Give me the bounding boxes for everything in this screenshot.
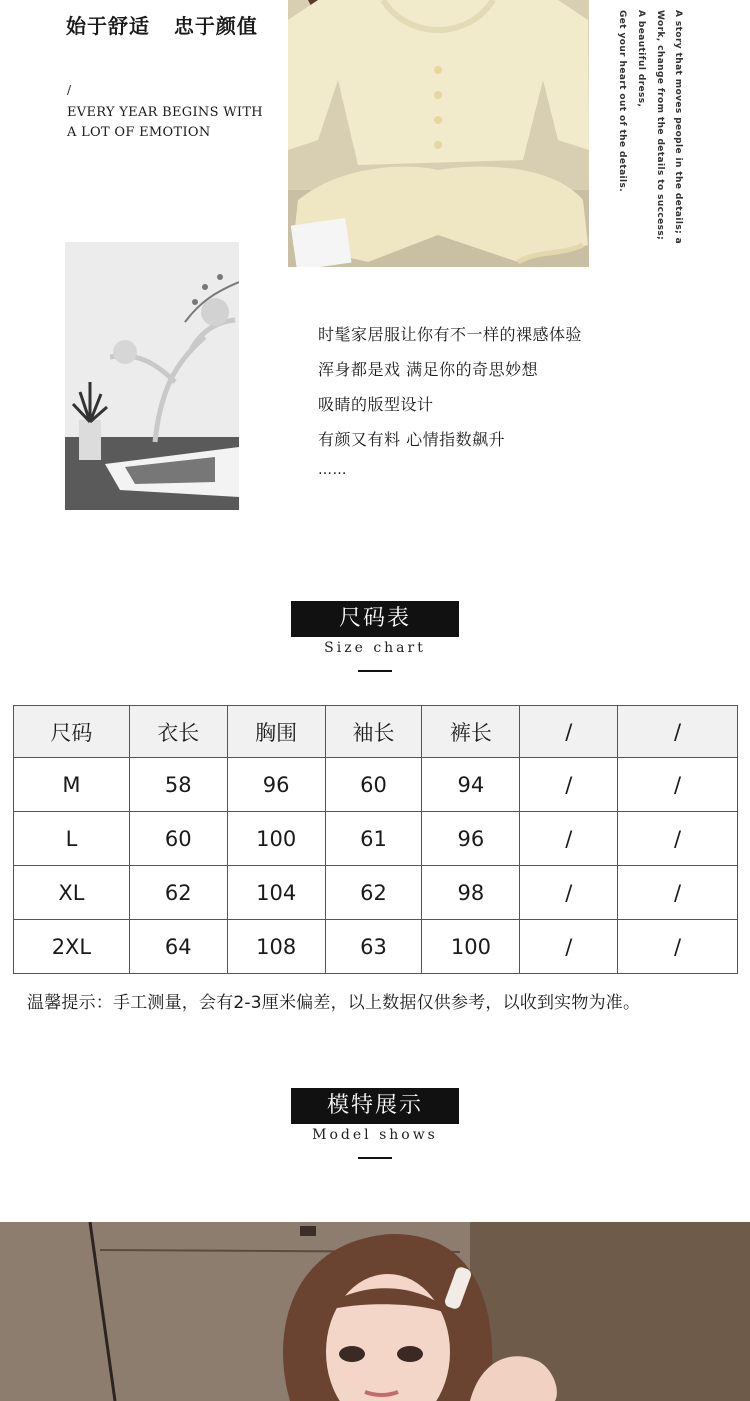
header-cell: 尺码 xyxy=(14,706,130,758)
table-cell: 96 xyxy=(227,758,325,812)
vertical-text-2: Work, change from the details to success; xyxy=(655,10,665,241)
measurement-note: 温馨提示：手工测量，会有2-3厘米偏差，以上数据仅供参考，以收到实物为准。 xyxy=(27,993,641,1013)
tagline: 始于舒适 忠于颜值 xyxy=(66,14,258,38)
table-row xyxy=(14,812,738,866)
table-cell: 104 xyxy=(227,866,325,920)
english-line-1: EVERY YEAR BEGINS WITH xyxy=(67,105,263,120)
still-life-photo xyxy=(65,242,239,510)
table-cell: M xyxy=(14,758,130,812)
table-cell: 96 xyxy=(422,812,520,866)
header-cell: 衣长 xyxy=(129,706,227,758)
header-cell: 裤长 xyxy=(422,706,520,758)
table-cell: / xyxy=(618,758,738,812)
table-cell: / xyxy=(618,866,738,920)
table-row xyxy=(14,920,738,974)
table-cell: / xyxy=(520,812,618,866)
table-cell: / xyxy=(520,920,618,974)
slash-divider: / xyxy=(67,83,72,97)
table-cell: / xyxy=(520,866,618,920)
size-chart-subtitle: Size chart xyxy=(324,640,426,656)
table-cell: / xyxy=(618,920,738,974)
vertical-text-1: A story that moves people in the details; a xyxy=(673,10,683,245)
size-chart-divider xyxy=(358,670,392,672)
table-cell: L xyxy=(14,812,130,866)
table-cell: 62 xyxy=(325,866,422,920)
model-illustration xyxy=(0,1222,750,1401)
table-cell: 60 xyxy=(129,812,227,866)
description-ellipsis: …… xyxy=(318,462,347,478)
description-line-1: 时髦家居服让你有不一样的裸感体验 xyxy=(318,325,583,344)
vertical-text-3: A beautiful dress, xyxy=(636,10,646,108)
table-row xyxy=(14,866,738,920)
table-cell: / xyxy=(520,758,618,812)
table-cell: XL xyxy=(14,866,130,920)
table-cell: 64 xyxy=(129,920,227,974)
table-cell: 61 xyxy=(325,812,422,866)
model-section-divider xyxy=(358,1157,392,1159)
product-photo-pajamas xyxy=(288,0,589,267)
table-cell: 100 xyxy=(422,920,520,974)
table-cell: 63 xyxy=(325,920,422,974)
header-cell: 袖长 xyxy=(325,706,422,758)
description-line-3: 吸睛的版型设计 xyxy=(318,395,434,414)
model-photo xyxy=(0,1222,750,1401)
table-cell: 98 xyxy=(422,866,520,920)
table-cell: 94 xyxy=(422,758,520,812)
english-line-2: A LOT OF EMOTION xyxy=(67,125,211,140)
description-line-4: 有颜又有料 心情指数飙升 xyxy=(318,430,506,449)
model-section-title: 模特展示 xyxy=(291,1088,459,1124)
model-section-subtitle: Model shows xyxy=(312,1127,438,1143)
vertical-text-4: Get your heart out of the details. xyxy=(617,10,627,193)
table-cell: 108 xyxy=(227,920,325,974)
table-cell: 100 xyxy=(227,812,325,866)
still-life-illustration xyxy=(65,242,239,510)
size-table xyxy=(13,705,738,974)
table-header-row xyxy=(14,706,738,758)
header-cell: / xyxy=(618,706,738,758)
header-cell: 胸围 xyxy=(227,706,325,758)
table-cell: 58 xyxy=(129,758,227,812)
header-cell: / xyxy=(520,706,618,758)
description-line-2: 浑身都是戏 满足你的奇思妙想 xyxy=(318,360,539,379)
table-cell: 62 xyxy=(129,866,227,920)
table-row xyxy=(14,758,738,812)
table-cell: / xyxy=(618,812,738,866)
pajama-illustration xyxy=(288,0,589,267)
table-cell: 60 xyxy=(325,758,422,812)
size-chart-title: 尺码表 xyxy=(291,601,459,637)
table-cell: 2XL xyxy=(14,920,130,974)
